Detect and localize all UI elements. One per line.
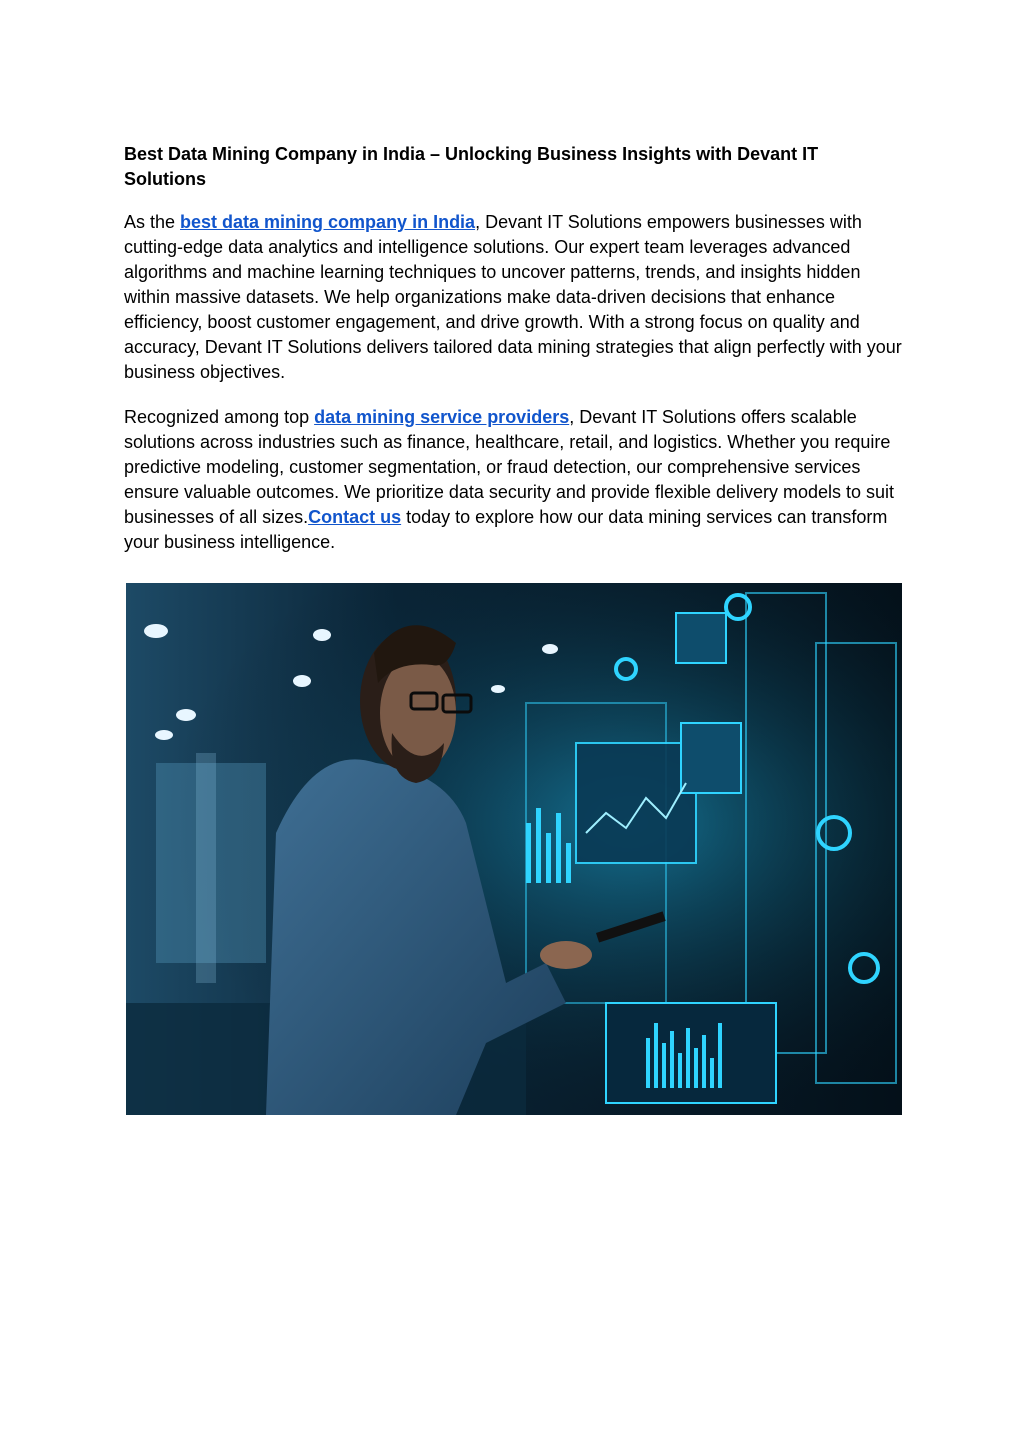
- data-mining-service-providers-link[interactable]: data mining service providers: [314, 407, 570, 427]
- services-text-before: Recognized among top: [124, 407, 315, 427]
- intro-text-before: As the: [124, 212, 181, 232]
- intro-text-after: , Devant IT Solutions empowers businesses with cutting-edge data analytics and intelligence solutions. Our expert team leverages advanced algorithms and machine learning techniques to uncover patterns, trends, and insights hidden within massive datasets. We help organizations make data-driven decisions that enhance efficiency, boost customer engagement, and drive growth. With a strong focus on quality and accuracy, Devant IT Solutions delivers tailored data mining strategies that align perfectly with your business objectives.: [124, 212, 902, 382]
- best-data-mining-company-link[interactable]: best data mining company in India: [180, 212, 476, 232]
- services-text-after: today to explore how our data mining services can transform your business intelligence.: [124, 507, 888, 552]
- hero-illustration: [126, 583, 902, 1115]
- services-paragraph: [124, 405, 904, 555]
- hero-image: [126, 583, 902, 1115]
- document-title: Best Data Mining Company in India – Unlocking Business Insights with Devant IT Solutions: [124, 144, 819, 189]
- intro-paragraph: [124, 210, 904, 385]
- document-body: [124, 142, 904, 575]
- services-text-middle: , Devant IT Solutions offers scalable solutions across industries such as finance, healthcare, retail, and logistics. Whether you require predictive modeling, customer segmentation, or fraud detection, our comprehensive services ensure valuable outcomes. We prioritize data security and provide flexible delivery models to suit businesses of all sizes.: [124, 407, 895, 527]
- contact-us-link[interactable]: Contact us: [308, 507, 402, 527]
